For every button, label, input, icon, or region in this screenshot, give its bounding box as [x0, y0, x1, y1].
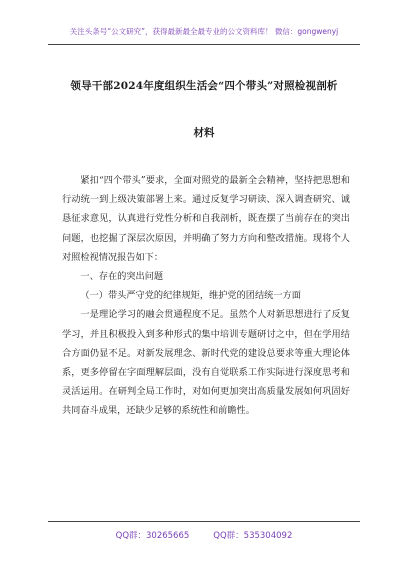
footer-contacts — [0, 529, 408, 541]
intro-paragraph: 紧扣“四个带头”要求，全面对照党的最新全会精神，坚持把思想和行动统一到上级决策部署上来。通过反复学习研读、深入调查研究、诚恳征求意见，认真进行党性分析和自我剖析，既查摆了当前存在的突出问题，也挖掘了深层次原因，并明确了努力方向和整改措施。现将个人对照检视情况报告如下： — [62, 175, 350, 263]
footer-qq-group-2: QQ群：535304092 — [213, 531, 293, 541]
subsection-heading: （一）带头严守党的纪律规矩，维护党的团结统一方面 — [80, 290, 301, 302]
footer-divider — [48, 521, 360, 522]
footer-qq-group-1: QQ群：30265665 — [115, 531, 190, 541]
header-banner: 关注头条号“公文研究”，获得最新最全最专业的公文资料库！ 微信：gongwenyj — [69, 27, 339, 36]
body-paragraph: 一是理论学习的融会贯通程度不足。虽然个人对新思想进行了反复学习，并且积极投入到多种形式的集中培训专题研讨之中，但在学用结合方面仍显不足。对新发展理念、新时代党的建设总要求等重大理论体系，更多停留在字面理解层面，没有自觉联系工作实际进行深度思考和灵活运用。在研判全局工作时，对如何更加突出高质量发展如何巩固好共同奋斗成果，还缺少足够的系统性和前瞻性。 — [62, 309, 350, 417]
document-body — [62, 171, 350, 421]
header-divider — [48, 44, 360, 45]
section-heading: 一、存在的突出问题 — [80, 271, 164, 283]
document-title: 领导干部2024年度组织生活会“四个带头”对照检视剖析 — [70, 80, 338, 92]
document-title-continued: 材料 — [193, 127, 215, 139]
